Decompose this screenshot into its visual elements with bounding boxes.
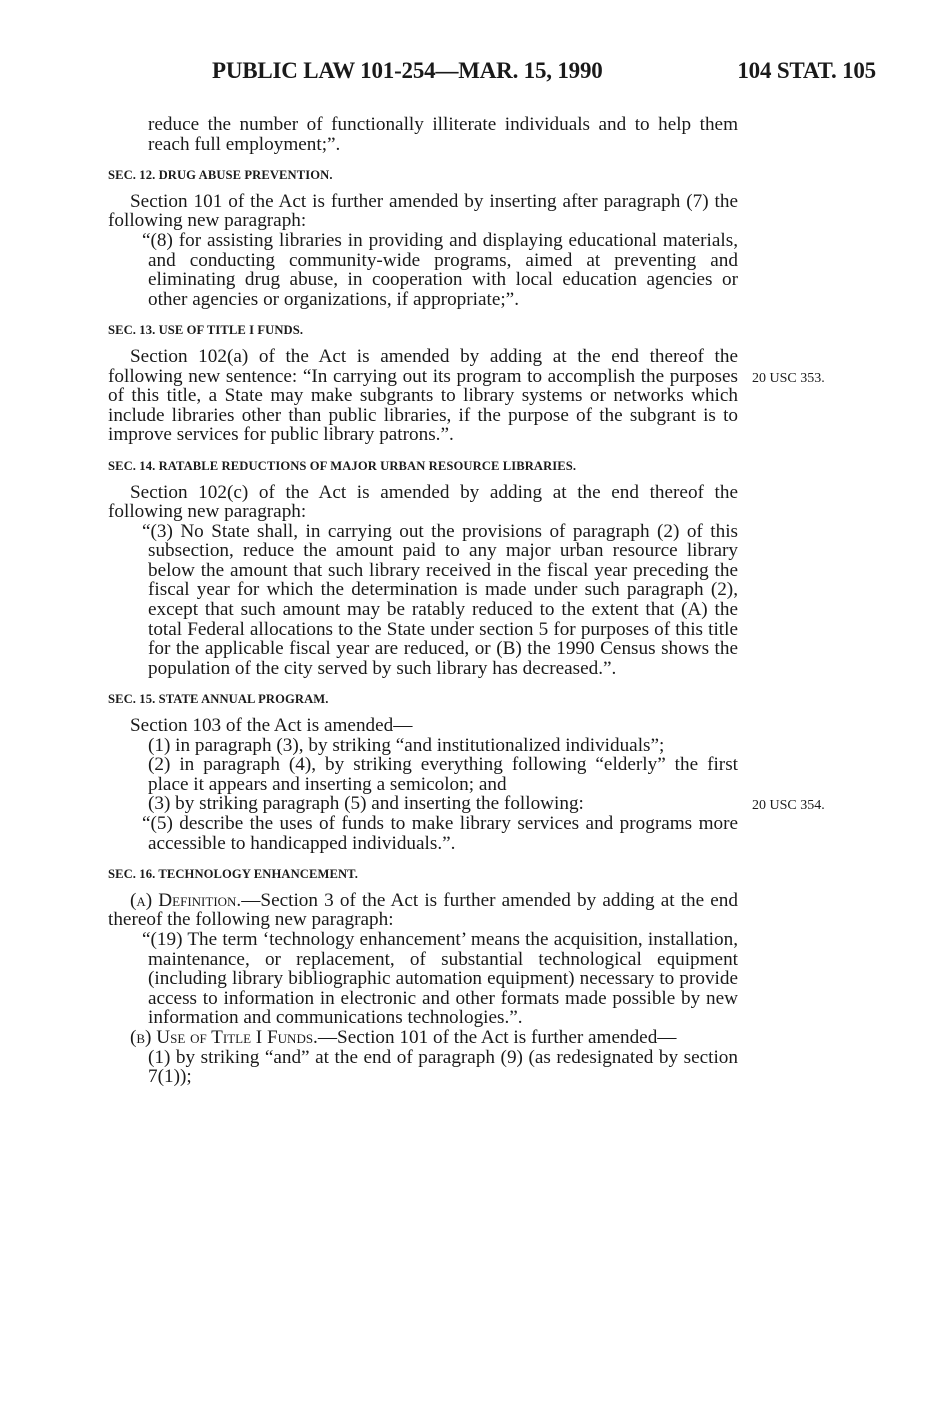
section-15-text: Section 103 of the Act is amended— bbox=[130, 715, 413, 737]
header-stat-page: 104 STAT. 105 bbox=[737, 58, 876, 83]
margin-note-usc-353: 20 USC 353. bbox=[752, 371, 825, 386]
section-16-heading: SEC. 16. TECHNOLOGY ENHANCEMENT. bbox=[108, 867, 358, 882]
section-16-a-label: (a) Definition. bbox=[130, 889, 242, 911]
section-16-a-text bbox=[108, 891, 738, 930]
section-15-item-3: (3) by striking paragraph (5) and inserting the following: bbox=[148, 793, 584, 815]
section-15-item-3-quote: “(5) describe the uses of funds to make library services and programs more accessible to handicapped individuals.”. bbox=[142, 813, 738, 854]
margin-note-usc-354: 20 USC 354. bbox=[752, 798, 825, 813]
section-12-quote: “(8) for assisting libraries in providing and displaying educational materials, and conducting community-wide programs, aimed at preventing and eliminating drug abuse, in cooperation with local education agencies or other agencies or organizations, if appropriate;”. bbox=[142, 229, 738, 310]
section-16-b-label: (b) Use of Title I Funds. bbox=[130, 1026, 318, 1048]
page-header bbox=[108, 58, 876, 88]
section-16-b-body: —Section 101 of the Act is further amended— bbox=[317, 1026, 677, 1048]
section-12-text: Section 101 of the Act is further amended by inserting after paragraph (7) the following new paragraph: bbox=[108, 190, 738, 232]
section-15-heading: SEC. 15. STATE ANNUAL PROGRAM. bbox=[108, 692, 329, 707]
section-15-item-2: (2) in paragraph (4), by striking everything following “elderly” the first place it appears and inserting a semicolon; and bbox=[148, 754, 738, 795]
section-15-item-1: (1) in paragraph (3), by striking “and institutionalized individuals”; bbox=[148, 734, 665, 756]
section-14-heading: SEC. 14. RATABLE REDUCTIONS OF MAJOR URBAN RESOURCE LIBRARIES. bbox=[108, 458, 577, 473]
section-16-a-quote: “(19) The term ‘technology enhancement’ means the acquisition, installation, maintenance, or replacement, of substantial technological equipment (including library bibliographic automation equipment) necessary to provide access to information in electronic and other formats made possible by new information and communications technologies.”. bbox=[142, 928, 738, 1029]
section-12-heading: SEC. 12. DRUG ABUSE PREVENTION. bbox=[108, 168, 333, 183]
section-13-heading: SEC. 13. USE OF TITLE I FUNDS. bbox=[108, 323, 304, 338]
section-14-quote: “(3) No State shall, in carrying out the provisions of paragraph (2) of this subsection, reduce the amount paid to any major urban resource library below the amount that such library received in the fiscal year preceding the fiscal year for which the determination is made under such paragraph (2), except that such amount may be ratably reduced to the extent that (A) the total Federal allocations to the State under section 5 for purposes of this title for the applicable fiscal year are reduced, or (B) the 1990 Census shows the population of the city served by such library has decreased.”. bbox=[142, 520, 738, 679]
continued-paragraph: reduce the number of functionally illiterate individuals and to help them reach full employment;”. bbox=[148, 114, 738, 155]
section-16-b-text bbox=[108, 1028, 738, 1048]
section-16-b-item-1: (1) by striking “and” at the end of paragraph (9) (as redesignated by section 7(1)); bbox=[148, 1046, 738, 1088]
document-body bbox=[108, 115, 738, 1087]
section-16-a-body: —Section 3 of the Act is further amended by adding at the end thereof the following new paragraph: bbox=[108, 889, 738, 931]
section-13-text: Section 102(a) of the Act is amended by adding at the end thereof the following new sentence: “In carrying out its program to accomplish the purposes of this title, a State may make subgrants to library systems or networks which include libraries other than public libraries, if the purpose of the subgrant is to improve services for public library patrons.”. bbox=[108, 345, 738, 446]
header-title: PUBLIC LAW 101-254—MAR. 15, 1990 bbox=[212, 58, 603, 83]
section-14-text: Section 102(c) of the Act is amended by adding at the end thereof the following new paragraph: bbox=[108, 481, 738, 523]
